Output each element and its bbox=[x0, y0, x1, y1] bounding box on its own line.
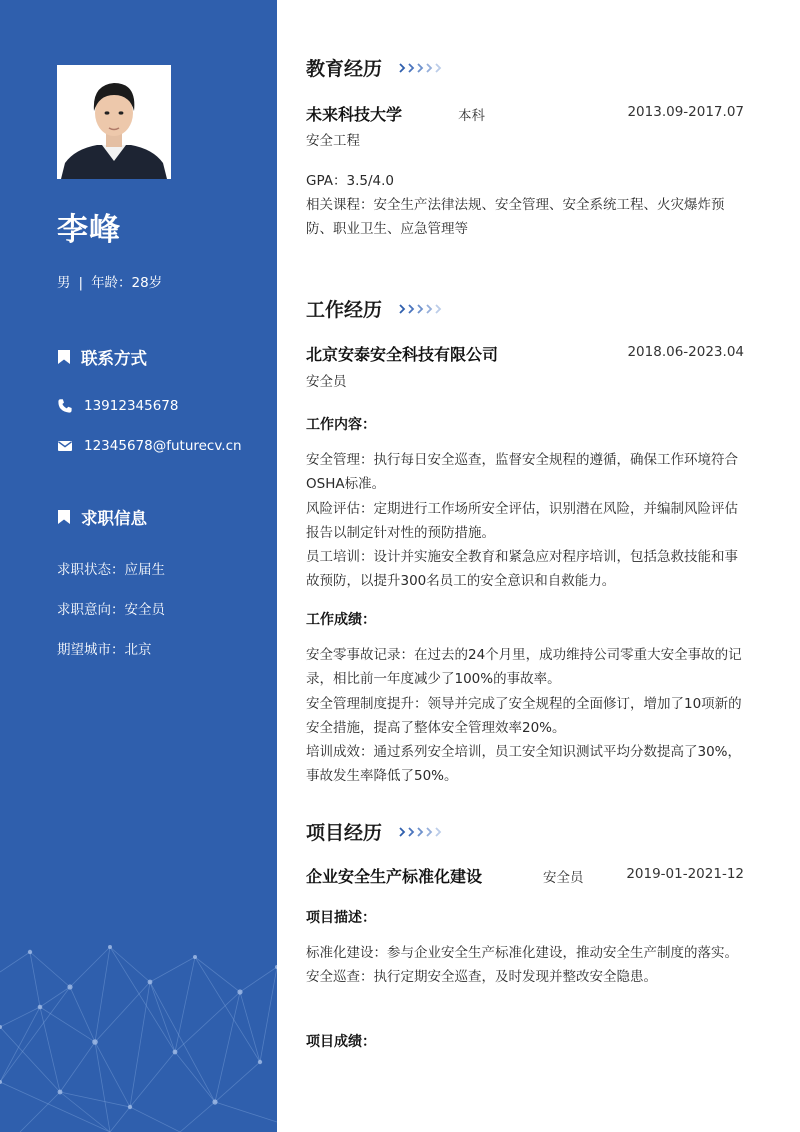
project-name: 企业安全生产标准化建设 bbox=[306, 867, 483, 886]
main-content bbox=[306, 0, 746, 1132]
sidebar bbox=[0, 0, 277, 1132]
chevrons-right-icon bbox=[399, 826, 447, 838]
job-info-section-title bbox=[57, 505, 147, 529]
phone-number: 13912345678 bbox=[84, 398, 179, 414]
work-achievement-title: 工作成绩： bbox=[306, 612, 376, 628]
basic-info bbox=[57, 271, 162, 291]
work-entry-header bbox=[306, 342, 744, 364]
project-title-text: 项目经历 bbox=[306, 822, 383, 844]
separator: | bbox=[78, 275, 84, 291]
phone-row bbox=[57, 398, 178, 414]
work-achievement-item: 培训成效：通过系列安全培训，员工安全知识测试平均分数提高了30%，事故发生率降低了50%。 bbox=[306, 744, 742, 785]
work-content-item: 安全管理：执行每日安全巡查，监督安全规程的遵循，确保工作环境符合OSHA标准。 bbox=[306, 452, 738, 493]
project-section-title bbox=[306, 818, 447, 845]
gpa: GPA：3.5/4.0 bbox=[306, 173, 394, 189]
major: 安全工程 bbox=[306, 133, 360, 149]
education-section-title bbox=[306, 54, 447, 81]
work-position: 安全员 bbox=[306, 374, 347, 390]
work-achievements bbox=[306, 643, 746, 789]
job-info-title-text: 求职信息 bbox=[81, 509, 147, 528]
contact-title-text: 联系方式 bbox=[81, 349, 147, 368]
company-name: 北京安泰安全科技有限公司 bbox=[306, 345, 499, 364]
person-name: 李峰 bbox=[57, 212, 121, 248]
chevrons-right-icon bbox=[399, 62, 447, 74]
project-desc-title: 项目描述： bbox=[306, 910, 376, 926]
work-period: 2018.06-2023.04 bbox=[627, 344, 744, 360]
contact-section-title bbox=[57, 345, 147, 369]
email-address: 12345678@futurecv.cn bbox=[84, 438, 242, 454]
network-background-graphic bbox=[0, 932, 277, 1132]
bookmark-icon bbox=[57, 349, 71, 365]
education-period: 2013.09-2017.07 bbox=[627, 104, 744, 120]
expected-city: 期望城市：北京 bbox=[57, 642, 152, 658]
education-entry-header bbox=[306, 102, 744, 124]
work-achievement-item: 安全零事故记录：在过去的24个月里，成功维持公司零重大安全事故的记录，相比前一年度减少了100%的事故率。 bbox=[306, 647, 742, 688]
work-content-item: 风险评估：定期进行工作场所安全评估，识别潜在风险，并编制风险评估报告以制定针对性的预防措施。 bbox=[306, 500, 738, 541]
project-desc bbox=[306, 941, 746, 990]
age: 年龄：28岁 bbox=[91, 275, 163, 291]
work-content-item: 员工培训：设计并实施安全教育和紧急应对程序培训，包括急救技能和事故预防，以提升300名员工的安全意识和自救能力。 bbox=[306, 549, 738, 590]
chevrons-right-icon bbox=[399, 303, 447, 315]
work-title-text: 工作经历 bbox=[306, 299, 383, 321]
project-role: 安全员 bbox=[543, 870, 584, 886]
project-desc-item: 标准化建设：参与企业安全生产标准化建设，推动安全生产制度的落实。 bbox=[306, 945, 738, 961]
project-desc-item: 安全巡查：执行定期安全巡查，及时发现并整改安全隐患。 bbox=[306, 969, 657, 986]
education-title-text: 教育经历 bbox=[306, 58, 383, 80]
phone-icon bbox=[57, 398, 73, 414]
job-intention: 求职意向：安全员 bbox=[57, 602, 165, 618]
work-content bbox=[306, 448, 746, 594]
gender: 男 bbox=[57, 275, 71, 291]
courses: 相关课程：安全生产法律法规、安全管理、安全系统工程、火灾爆炸预防、职业卫生、应急管理等 bbox=[306, 197, 725, 237]
work-achievement-item: 安全管理制度提升：领导并完成了安全规程的全面修订，增加了10项新的安全措施，提高了整体安全管理效率20%。 bbox=[306, 695, 742, 736]
job-status: 求职状态：应届生 bbox=[57, 562, 165, 578]
work-content-title: 工作内容： bbox=[306, 417, 376, 433]
bookmark-icon bbox=[57, 509, 71, 525]
degree: 本科 bbox=[458, 108, 485, 124]
work-section-title bbox=[306, 295, 447, 322]
person-portrait-graphic bbox=[57, 65, 171, 179]
project-result-title: 项目成绩： bbox=[306, 1034, 376, 1050]
mail-icon bbox=[57, 438, 73, 454]
email-row bbox=[57, 438, 242, 454]
school-name: 未来科技大学 bbox=[306, 105, 403, 124]
project-entry-header bbox=[306, 864, 744, 886]
profile-photo bbox=[57, 65, 171, 179]
project-period: 2019-01-2021-12 bbox=[626, 866, 744, 882]
